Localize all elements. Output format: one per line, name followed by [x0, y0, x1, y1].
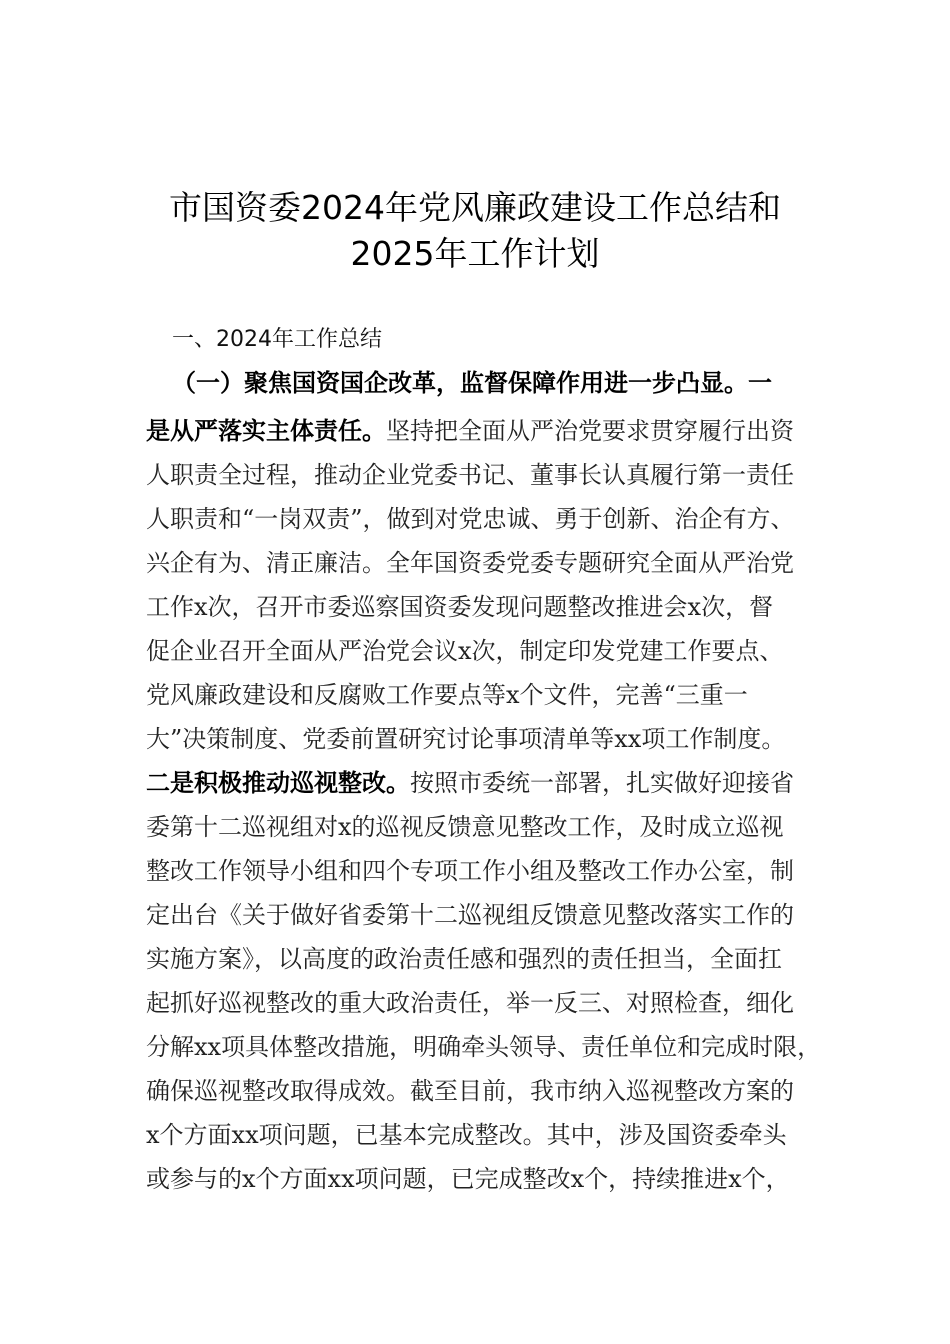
body-line: [146, 1070, 836, 1112]
body-line: [146, 674, 836, 716]
body-line: [146, 718, 836, 760]
text-segment: 党风廉政建设和反腐败工作要点等x个文件，完善“三重一: [146, 681, 748, 709]
text-segment: 起抓好巡视整改的重大政治责任，举一反三、对照检查，细化: [146, 989, 794, 1017]
text-segment: 实施方案》，以高度的政治责任感和强烈的责任担当，全面扛: [146, 945, 782, 973]
body-line: [146, 410, 836, 452]
body-line: [146, 938, 836, 980]
text-segment: 坚持把全面从严治党要求贯穿履行出资: [386, 417, 794, 445]
text-segment: 定出台《关于做好省委第十二巡视组反馈意见整改落实工作的: [146, 901, 794, 929]
text-segment: 分解xx项具体整改措施，明确牵头领导、责任单位和完成时限，: [146, 1033, 822, 1061]
bold-segment: 是从严落实主体责任。: [146, 417, 386, 445]
body-line: [146, 542, 836, 584]
bold-segment: （一）聚焦国资国企改革，监督保障作用进一步凸显。一: [172, 369, 772, 397]
body-line: [146, 498, 836, 540]
text-segment: 人职责和“一岗双责”，做到对党忠诚、勇于创新、治企有方、: [146, 505, 795, 533]
body-line: [146, 1026, 836, 1068]
body-line: [146, 762, 836, 804]
text-segment: 工作x次，召开市委巡察国资委发现问题整改推进会x次，督: [146, 593, 774, 621]
text-segment: 促企业召开全面从严治党会议x次，制定印发党建工作要点、: [146, 637, 784, 665]
document-title-line-1: 市国资委2024年党风廉政建设工作总结和: [169, 188, 781, 227]
text-segment: 或参与的x个方面xx项问题，已完成整改x个，持续推进x个，: [146, 1165, 790, 1193]
text-segment: 按照市委统一部署，扎实做好迎接省: [410, 769, 794, 797]
text-segment: 确保巡视整改取得成效。截至目前，我市纳入巡视整改方案的: [146, 1077, 794, 1105]
body-line: [146, 806, 836, 848]
text-segment: 大”决策制度、党委前置研究讨论事项清单等xx项工作制度。: [146, 725, 786, 753]
body-line: [146, 586, 836, 628]
body-line: [146, 454, 836, 496]
body-line: [146, 982, 836, 1024]
body-line: [146, 1114, 836, 1156]
text-segment: 委第十二巡视组对x的巡视反馈意见整改工作，及时成立巡视: [146, 813, 784, 841]
text-segment: 整改工作领导小组和四个专项工作小组及整改工作办公室，制: [146, 857, 794, 885]
document-title-line-2: 2025年工作计划: [350, 234, 600, 273]
body-line: [146, 894, 836, 936]
section-heading: 一、2024年工作总结: [172, 327, 382, 352]
body-line: [172, 362, 836, 404]
text-segment: x个方面xx项问题，已基本完成整改。其中，涉及国资委牵头: [146, 1121, 787, 1149]
body-line: [146, 850, 836, 892]
bold-segment: 二是积极推动巡视整改。: [146, 769, 410, 797]
text-segment: 人职责全过程，推动企业党委书记、董事长认真履行第一责任: [146, 461, 794, 489]
body-line: [146, 1158, 836, 1200]
text-segment: 兴企有为、清正廉洁。全年国资委党委专题研究全面从严治党: [146, 549, 794, 577]
body-line: [146, 630, 836, 672]
